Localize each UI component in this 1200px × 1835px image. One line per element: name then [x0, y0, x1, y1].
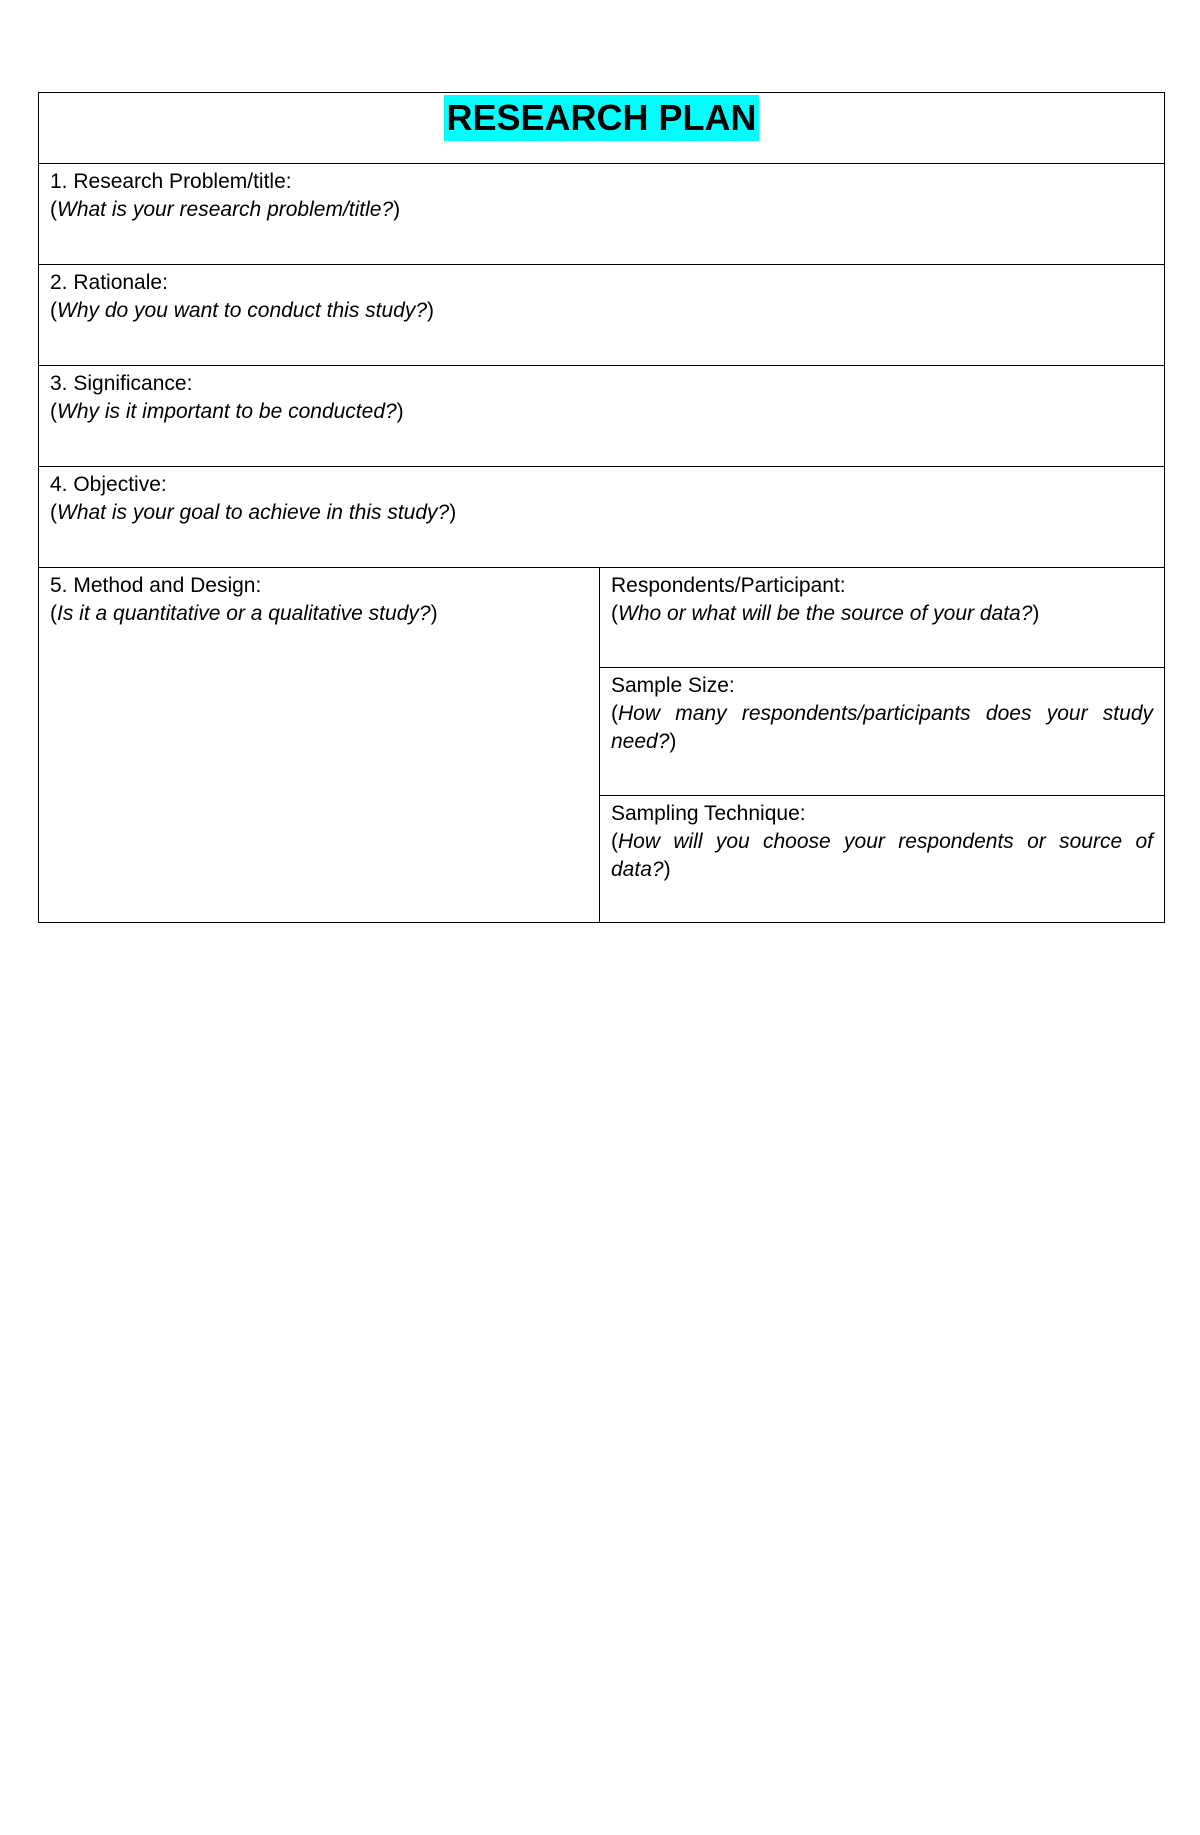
section-question: (What is your goal to achieve in this study?) — [50, 501, 457, 524]
section-label: 2. Rationale: — [50, 271, 168, 294]
section-respondents — [600, 568, 1165, 668]
page-title: RESEARCH PLAN — [444, 95, 758, 141]
section-label: Sampling Technique: — [611, 802, 806, 825]
section-label: 4. Objective: — [50, 473, 167, 496]
section-significance — [39, 366, 1165, 467]
section-label: 3. Significance: — [50, 372, 193, 395]
section-objective — [39, 467, 1165, 568]
section-method-design — [39, 568, 600, 923]
section-question: (How will you choose your respondents or source of data?) — [611, 830, 1153, 881]
section-label: 1. Research Problem/title: — [50, 170, 292, 193]
section-sample-size — [600, 668, 1165, 796]
research-plan-table — [38, 92, 1165, 923]
section-question: (Is it a quantitative or a qualitative study?) — [50, 602, 438, 625]
section-sampling-technique — [600, 796, 1165, 923]
section-question: (Why is it important to be conducted?) — [50, 400, 404, 423]
section-question: (Who or what will be the source of your data?) — [611, 602, 1040, 625]
section-label: 5. Method and Design: — [50, 574, 262, 597]
section-question: (How many respondents/participants does your study need?) — [611, 702, 1153, 753]
title-cell — [39, 93, 1165, 164]
section-label: Respondents/Participant: — [611, 574, 846, 597]
section-question: (Why do you want to conduct this study?) — [50, 299, 435, 322]
section-research-problem — [39, 164, 1165, 265]
section-question: (What is your research problem/title?) — [50, 198, 401, 221]
section-rationale — [39, 265, 1165, 366]
section-label: Sample Size: — [611, 674, 735, 697]
